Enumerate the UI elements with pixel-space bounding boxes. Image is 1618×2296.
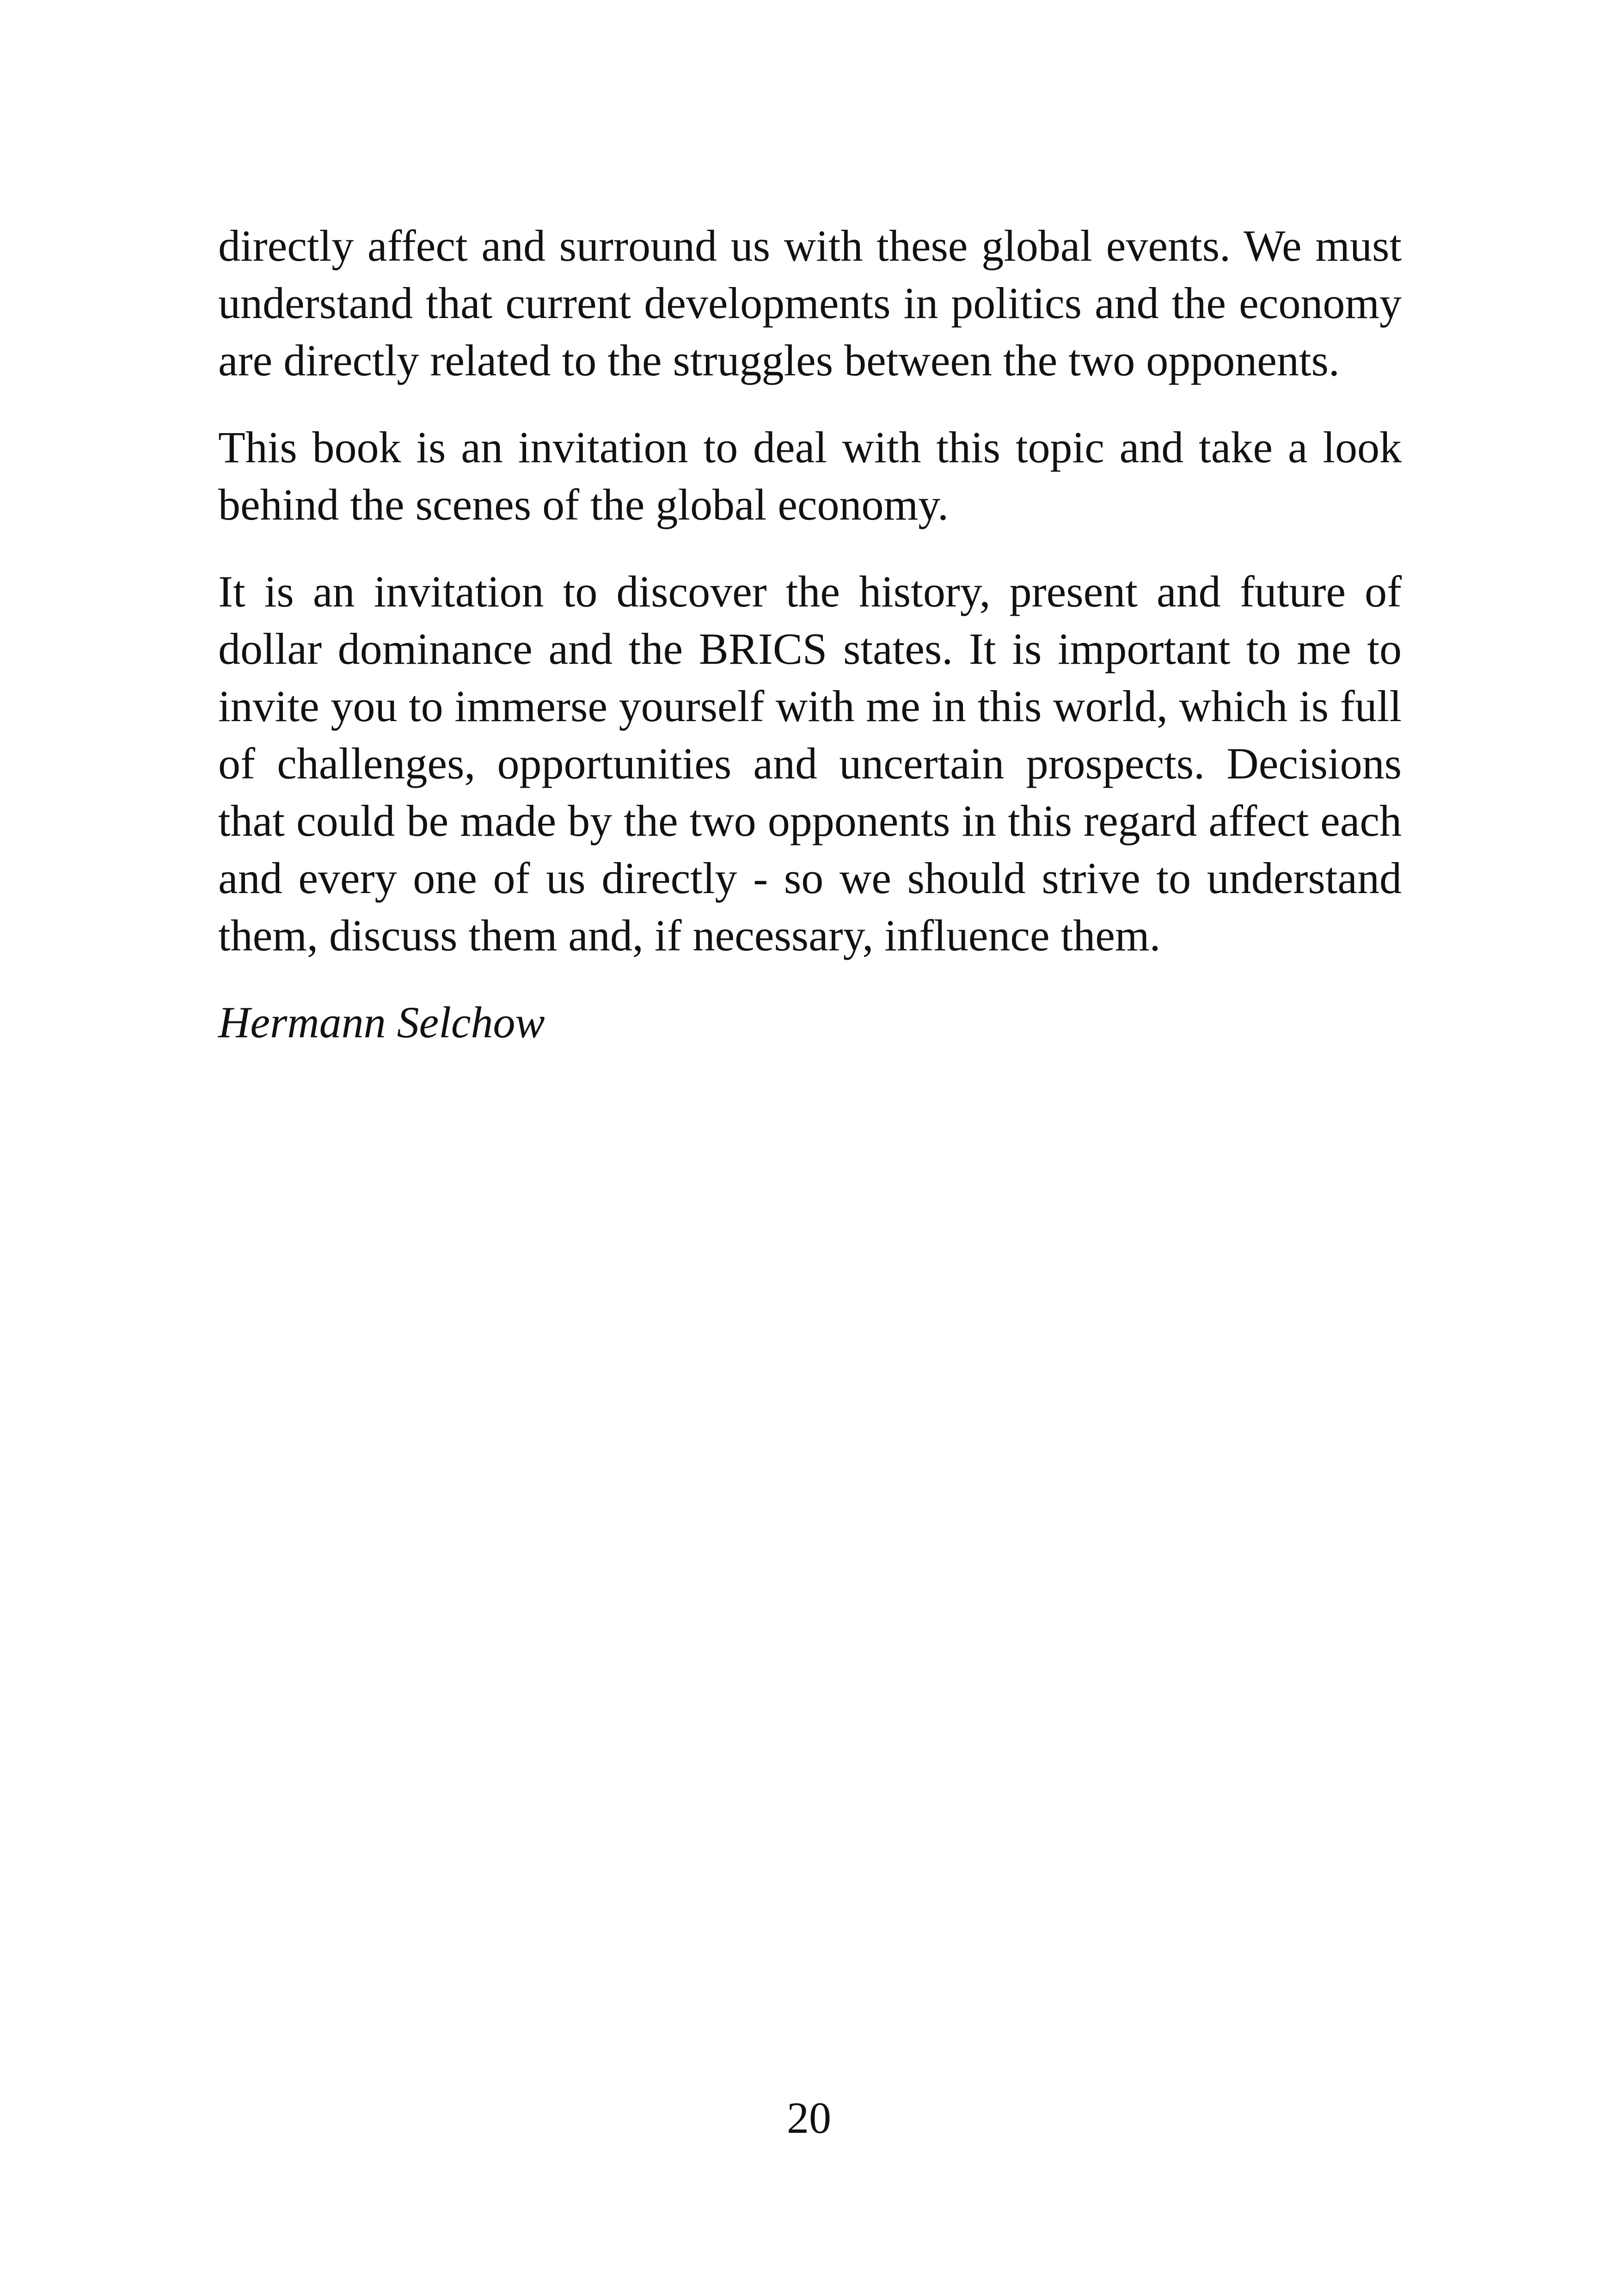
body-text [218,217,1402,1051]
author-signature: Hermann Selchow [218,998,545,1047]
paragraph-3: It is an invitation to discover the history, present and future of dollar dominance and the BRICS states. It is important to me to invite you to immerse yourself with me in this world, which is full of challenges, opportunities and uncertain prospects. Decisions that could be made by the two opponents in this regard affect each and every one of us directly - so we should strive to understand them, discuss them and, if necessary, influence them. [218,567,1402,960]
paragraph-2: This book is an invitation to deal with this topic and take a look behind the scenes of the global economy. [218,422,1402,529]
paragraph-1: directly affect and surround us with these global events. We must understand that current developments in politics and the economy are directly related to the struggles between the two opponents. [218,221,1402,385]
page-number: 20 [787,2093,831,2143]
